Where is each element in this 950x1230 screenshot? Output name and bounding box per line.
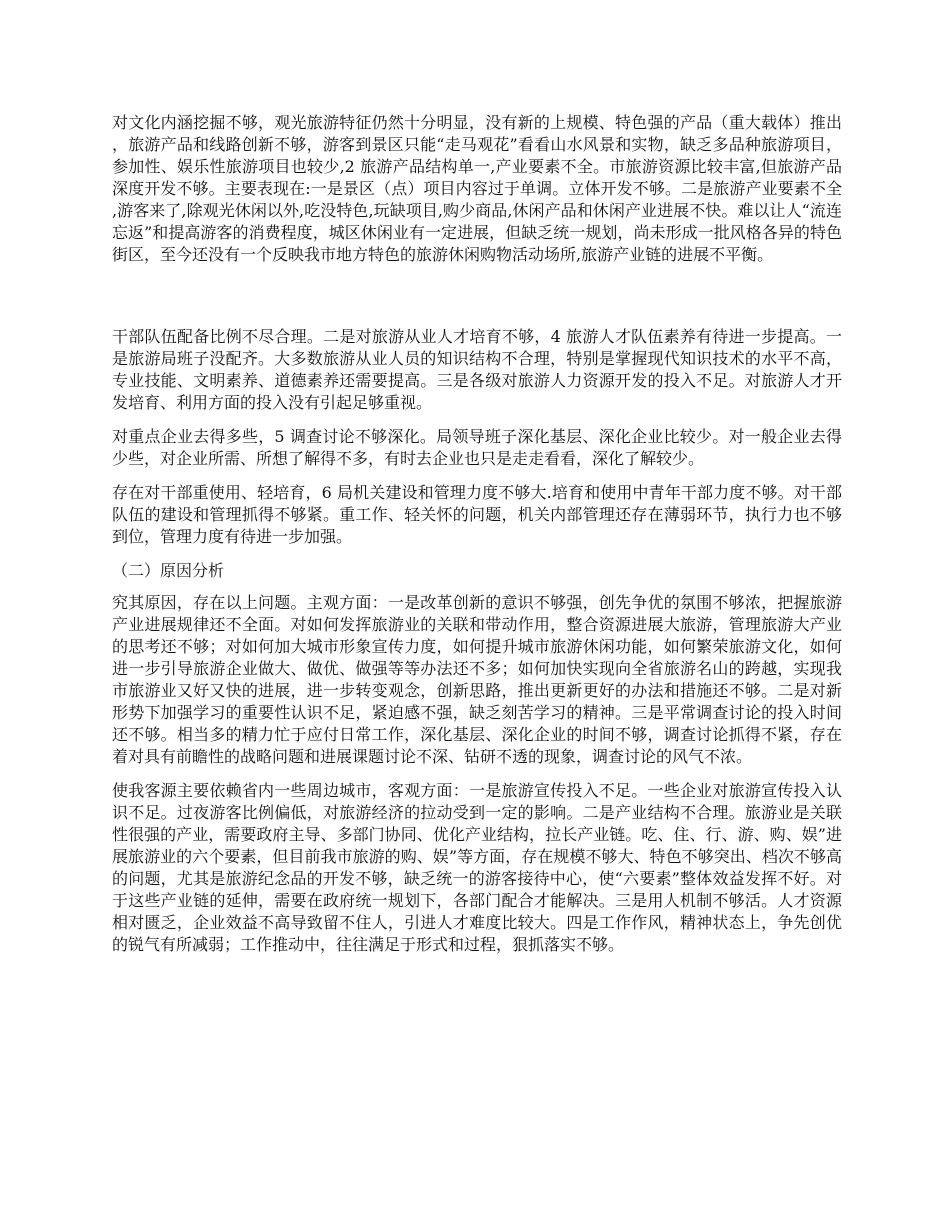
- document-page: [112, 112, 842, 968]
- paragraph-talent: 干部队伍配备比例不尽合理。二是对旅游从业人才培育不够，4 旅游人才队伍素养有待进一步提高。一是旅游局班子没配齐。大多数旅游从业人员的知识结构不合理，特别是掌握现代知识技术的水平不高，专业技能、文明素养、道德素养还需要提高。三是各级对旅游人力资源开发的投入不足。对旅游人才开发培育、利用方面的投入没有引起足够重视。: [112, 327, 842, 412]
- section-gap: [112, 278, 842, 326]
- paragraph-research: 对重点企业去得多些，5 调查讨论不够深化。局领导班子深化基层、深化企业比较少。对一般企业去得少些，对企业所需、所想了解得不多，有时去企业也只是走走看看，深化了解较少。: [112, 427, 842, 468]
- paragraph-subjective-causes: 究其原因，存在以上问题。主观方面：一是改革创新的意识不够强，创先争优的氛围不够浓，把握旅游产业进展规律还不全面。对如何发挥旅游业的关联和带动作用，整合资源进展大旅游，管理旅游大产业的思考还不够；对如何加大城市形象宣传力度，如何提升城市旅游休闲功能，如何繁荣旅游文化，如何进一步引导旅游企业做大、做优、做强等等办法还不多；如何加快实现向全省旅游名山的跨越，实现我市旅游业又好又快的进展，进一步转变观念，创新思路，推出更新更好的办法和措施还不够。二是对新形势下加强学习的重要性认识不足，紧迫感不强，缺乏刻苦学习的精神。三是平常调查讨论的投入时间还不够。相当多的精力忙于应付日常工作，深化基层、深化企业的时间不够，调查讨论抓得不紧，存在着对具有前瞻性的战略问题和进展课题讨论不深、钻研不透的现象，调查讨论的风气不浓。: [112, 593, 842, 766]
- paragraph-management: 存在对干部重使用、轻培育，6 局机关建设和管理力度不够大.培育和使用中青年干部力度不够。对干部队伍的建设和管理抓得不够紧。重工作、轻关怀的问题，机关内部管理还存在薄弱环节，执行力也不够到位，管理力度有待进一步加强。: [112, 483, 842, 546]
- section-heading: （二）原因分析: [112, 561, 225, 580]
- paragraph-objective-causes: 使我客源主要依赖省内一些周边城市，客观方面：一是旅游宣传投入不足。一些企业对旅游宣传投入认识不足。过夜游客比例偏低，对旅游经济的拉动受到一定的影响。二是产业结构不合理。旅游业是关联性很强的产业，需要政府主导、多部门协同、优化产业结构，拉长产业链。吃、住、行、游、购、娱”进展旅游业的六个要素，但目前我市旅游的购、娱”等方面，存在规模不够大、特色不够突出、档次不够高的问题，尤其是旅游纪念品的开发不够，缺乏统一的游客接待中心，使“六要素”整体效益发挥不好。对于这些产业链的延伸，需要在政府统一规划下，各部门配合才能解决。三是用人机制不够活。人才资源相对匮乏，企业效益不高导致留不住人，引进人才难度比较大。四是工作作风，精神状态上，争先创优的锐气有所减弱；工作推动中，往往满足于形式和过程，狠抓落实不够。: [112, 781, 842, 954]
- paragraph-tourism-products: 对文化内涵挖掘不够，观光旅游特征仍然十分明显，没有新的上规模、特色强的产品（重大载体）推出，旅游产品和线路创新不够，游客到景区只能“走马观花”看看山水风景和实物，缺乏多品种旅游项目，参加性、娱乐性旅游项目也较少,2 旅游产品结构单一,产业要素不全。市旅游资源比较丰富,但旅游产品深度开发不够。主要表现在:一是景区（点）项目内容过于单调。立体开发不够。二是旅游产业要素不全,游客来了,除观光休闲以外,吃没特色,玩缺项目,购少商品,休闲产品和休闲产业进展不快。难以让人“流连忘返”和提高游客的消费程度，城区休闲业有一定进展，但缺乏统一规划，尚未形成一批风格各异的特色街区，至今还没有一个反映我市地方特色的旅游休闲购物活动场所,旅游产业链的进展不平衡。: [112, 113, 842, 264]
